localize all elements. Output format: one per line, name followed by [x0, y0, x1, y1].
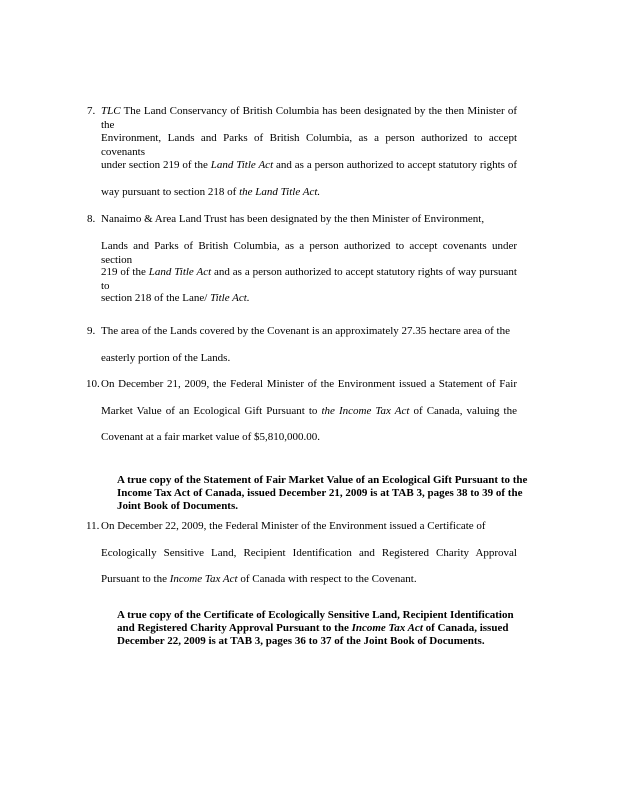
- reference-note-line: [117, 500, 517, 513]
- paragraph-line: [101, 404, 517, 418]
- reference-note-line: [117, 474, 528, 487]
- text: Joint Book of Documents.: [117, 500, 239, 512]
- text: of Canada with respect to the Covenant.: [237, 573, 417, 585]
- paragraph-line: [101, 158, 517, 172]
- paragraph-line: [101, 430, 517, 444]
- italic-text: the Land Title Act.: [239, 186, 321, 198]
- text: easterly portion of the Lands.: [101, 352, 231, 364]
- text: Covenant at a fair market value of $5,810,000.00.: [101, 431, 321, 443]
- text: and as a person authorized to accept statutory rights of way pursuant to: [101, 266, 517, 292]
- text: On December 21, 2009, the Federal Minister of the Environment issued a Statement of Fair: [101, 378, 517, 390]
- paragraph-line: [101, 519, 517, 533]
- text: A true copy of the Statement of Fair Market Value of an Ecological Gift Pursuant to the: [117, 474, 528, 486]
- paragraph-number: 11.: [86, 520, 100, 532]
- text: Income Tax Act of Canada, issued December 21, 2009 is at TAB 3, pages 38 to 39 of the: [117, 487, 523, 499]
- text: December 22, 2009 is at TAB 3, pages 36 to 37 of the Joint Book of Documents.: [117, 635, 485, 647]
- paragraph-line: [101, 351, 517, 365]
- text: On December 22, 2009, the Federal Minister of the Environment issued a Certificate of: [101, 520, 486, 532]
- text: and Registered Charity Approval Pursuant to the: [117, 622, 352, 634]
- paragraph-line: [101, 185, 517, 199]
- text: way pursuant to section 218 of: [101, 186, 240, 198]
- paragraph-line: [101, 291, 517, 305]
- paragraph-line: [101, 131, 517, 159]
- paragraph-number: 7.: [87, 105, 96, 117]
- reference-note-line: [117, 622, 517, 635]
- paragraph-line: [101, 324, 517, 338]
- paragraph-line: [101, 572, 517, 586]
- text: The area of the Lands covered by the Covenant is an approximately 27.35 hectare area of the: [101, 325, 510, 337]
- paragraph-line: [101, 265, 517, 293]
- text: and as a person authorized to accept statutory rights of: [273, 159, 517, 171]
- text: Ecologically Sensitive Land, Recipient Identification and Registered Charity Approval: [101, 547, 517, 559]
- italic-text: Land Title Act: [148, 266, 212, 278]
- paragraph-line: [101, 546, 517, 560]
- paragraph-number: 10.: [86, 378, 100, 390]
- paragraph-line: [101, 239, 517, 267]
- paragraph-line: [101, 377, 517, 391]
- text: Market Value of an Ecological Gift Pursuant to: [101, 405, 322, 417]
- text: Pursuant to the: [101, 573, 170, 585]
- paragraph-line: [101, 212, 517, 226]
- text: Nanaimo & Area Land Trust has been designated by the then Minister of Environment,: [101, 213, 485, 225]
- italic-text: Title Act.: [210, 292, 250, 304]
- text: of Canada, valuing the: [409, 405, 517, 417]
- paragraph-line: [101, 104, 517, 132]
- text: of Canada, issued: [422, 622, 509, 634]
- italic-text: TLC: [101, 105, 121, 117]
- italic-text: the Income Tax Act: [321, 405, 410, 417]
- text: under section 219 of the: [101, 159, 211, 171]
- italic-text: Income Tax Act: [169, 573, 238, 585]
- italic-text: Land Title Act: [210, 159, 274, 171]
- reference-note-line: [117, 487, 523, 500]
- text: Lands and Parks of British Columbia, as a person authorized to accept covenants under section: [101, 240, 517, 266]
- text: Environment, Lands and Parks of British Columbia, as a person authorized to accept covenants: [101, 132, 517, 158]
- text: 219 of the: [101, 266, 149, 278]
- paragraph-number: 9.: [87, 325, 96, 337]
- reference-note-line: [117, 635, 517, 648]
- reference-note-line: [117, 609, 517, 622]
- italic-text: Income Tax Act: [351, 622, 423, 634]
- text: section 218 of the Lane/: [101, 292, 211, 304]
- paragraph-number: 8.: [87, 213, 96, 225]
- text: The Land Conservancy of British Columbia has been designated by the then Minister of the: [101, 105, 517, 131]
- text: A true copy of the Certificate of Ecologically Sensitive Land, Recipient Identification: [117, 609, 514, 621]
